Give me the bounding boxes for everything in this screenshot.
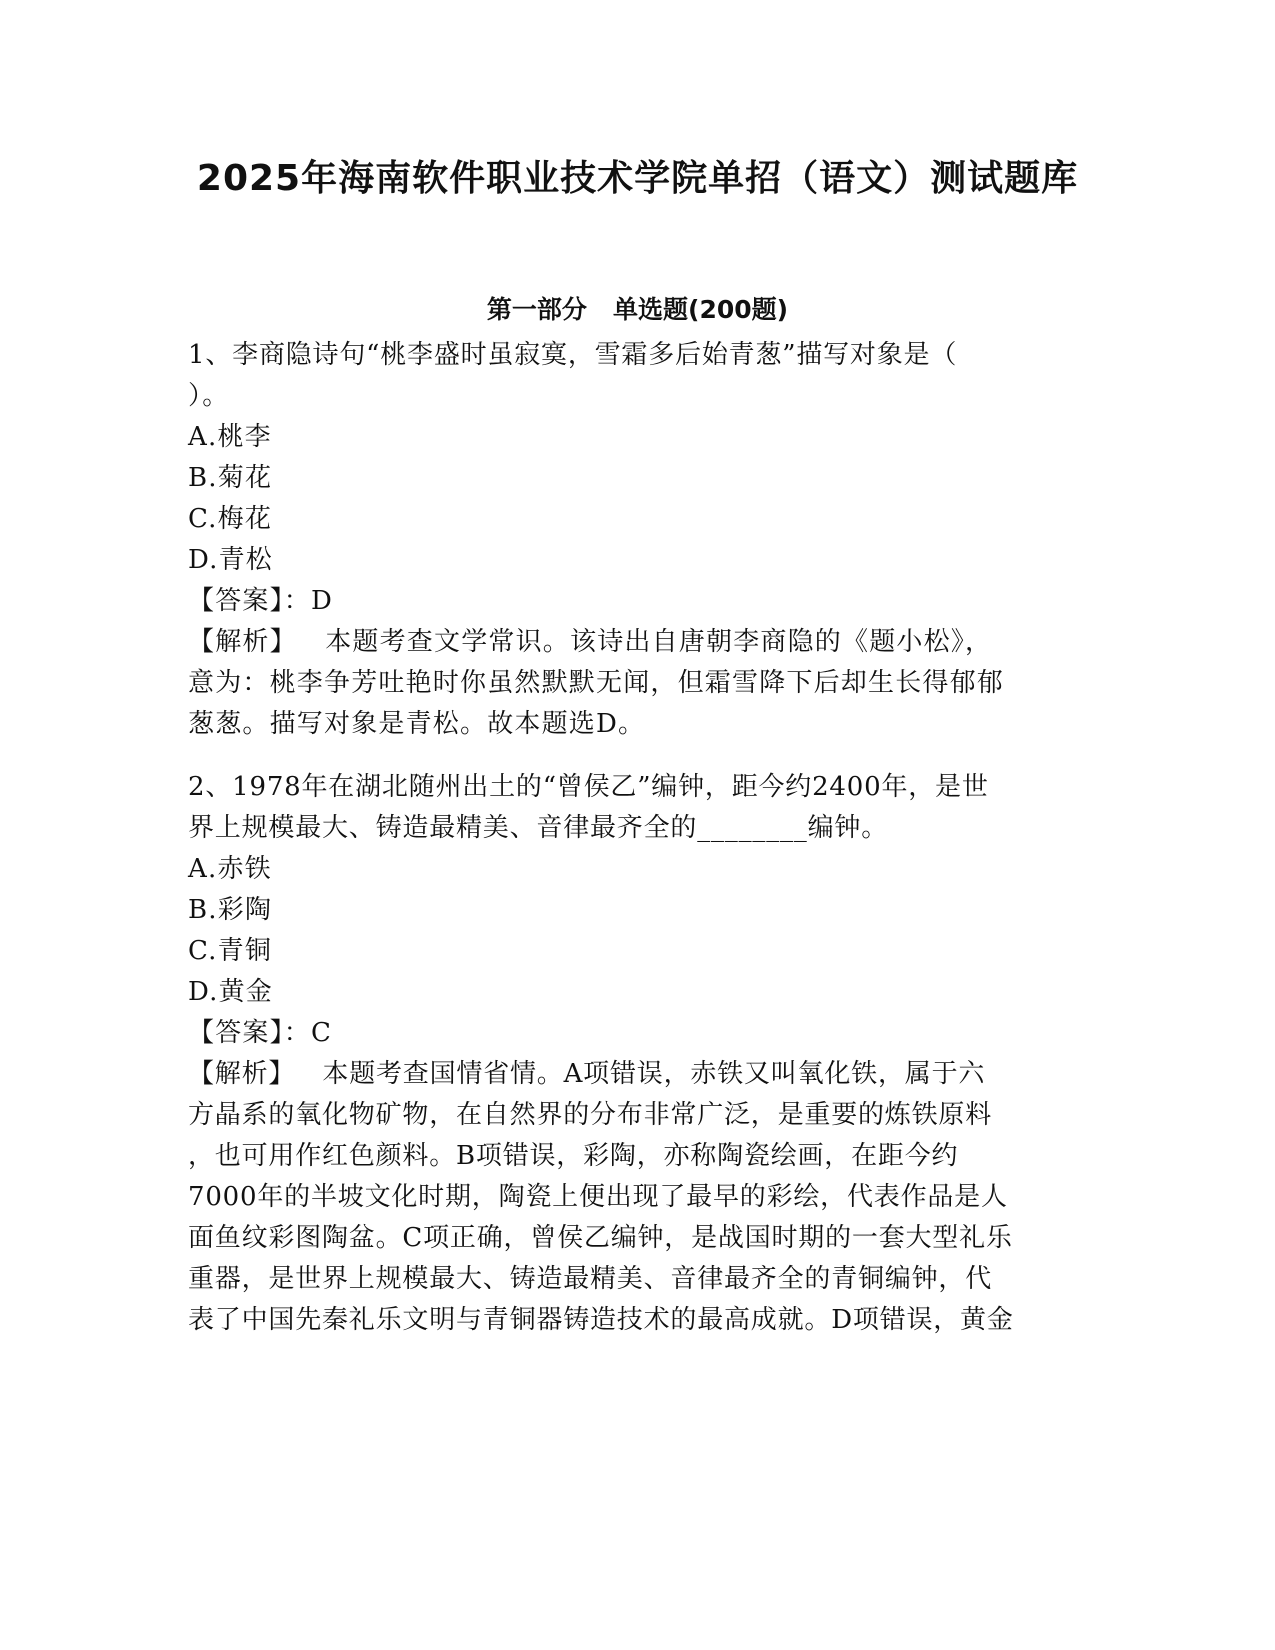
option-d: D.黄金 — [188, 977, 273, 1007]
question-stem-line: 2、1978年在湖北随州出土的“曾侯乙”编钟，距今约2400年，是世 — [188, 772, 989, 802]
analysis-line: 面鱼纹彩图陶盆。C项正确，曾侯乙编钟，是战国时期的一套大型礼乐 — [188, 1223, 1013, 1253]
analysis-line: 方晶系的氧化物矿物，在自然界的分布非常广泛，是重要的炼铁原料 — [188, 1100, 993, 1130]
analysis-line: 重器，是世界上规模最大、铸造最精美、音律最齐全的青铜编钟，代 — [188, 1264, 993, 1294]
question-stem-line: ）。 — [188, 381, 230, 411]
option-b: B.彩陶 — [188, 895, 273, 925]
analysis-line: 葱葱。描写对象是青松。故本题选D。 — [188, 709, 646, 739]
analysis-line: 意为：桃李争芳吐艳时你虽然默默无闻，但霜雪降下后却生长得郁郁 — [188, 668, 1005, 698]
option-b: B.菊花 — [188, 463, 273, 493]
answer-line: 【答案】：C — [188, 1018, 333, 1048]
analysis-line: 7000年的半坡文化时期，陶瓷上便出现了最早的彩绘，代表作品是人 — [188, 1182, 1008, 1212]
document-title: 2025年海南软件职业技术学院单招（语文）测试题库 — [196, 158, 1079, 199]
option-c: C.梅花 — [188, 504, 273, 534]
question-stem-line: 界上规模最大、铸造最精美、音律最齐全的________编钟。 — [188, 813, 889, 843]
analysis-line: ，也可用作红色颜料。B项错误，彩陶，亦称陶瓷绘画，在距今约 — [188, 1141, 959, 1171]
option-a: A.桃李 — [188, 422, 272, 452]
analysis-line: 【解析】 本题考查文学常识。该诗出自唐朝李商隐的《题小松》， — [188, 627, 993, 657]
analysis-line: 表了中国先秦礼乐文明与青铜器铸造技术的最高成就。D项错误，黄金 — [188, 1305, 1014, 1335]
option-c: C.青铜 — [188, 936, 273, 966]
section-heading: 第一部分 单选题(200题) — [486, 295, 789, 324]
answer-line: 【答案】：D — [188, 586, 334, 616]
option-d: D.青松 — [188, 545, 273, 575]
question-stem-line: 1、李商隐诗句“桃李盛时虽寂寞，雪霜多后始青葱”描写对象是（ — [188, 340, 958, 370]
option-a: A.赤铁 — [188, 854, 272, 884]
analysis-line: 【解析】 本题考查国情省情。A项错误，赤铁又叫氧化铁，属于六 — [188, 1059, 986, 1089]
